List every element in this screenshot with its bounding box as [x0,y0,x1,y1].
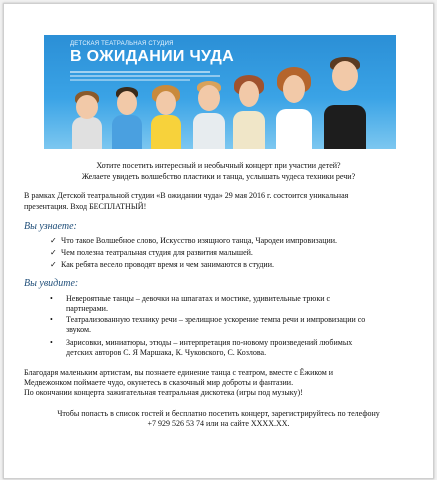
announce-line-1: В рамках Детской театральной студии «В ожидании чуда» 29 мая 2016 г. состоится уникальная [24,191,349,200]
bullet-icon: • [50,294,53,303]
learn-item: Что такое Волшебное слово, Искусство изящного танца, Чародеи импровизации. [61,236,338,245]
see-item-line: Зарисовки, миниатюры, этюды – интерпретация по-новому произведений любимых [66,338,353,347]
closing-line-1: Благодаря маленьким артистам, вы познаете единение танца с театром, вместе с Ёжиком и [24,368,334,377]
child-figure [148,83,184,149]
learn-item: Чем полезна театральная студия для развития малышей. [61,248,253,257]
closing-line-3: По окончании концерта зажигательная театральная дискотека (игры под музыку)! [24,388,303,397]
check-icon: ✓ [50,248,57,257]
see-item-line: детских авторов С. Я Маршака, К. Чуковского, С. Козлова. [66,348,267,357]
document-page [3,3,434,479]
child-figure [230,73,268,149]
learn-item: Как ребята весело проводят время и чем занимаются в студии. [61,260,274,269]
see-heading: Вы увидите: [24,278,79,289]
child-figure [320,53,370,149]
child-figure [70,89,104,149]
see-item-line: Театрализованную технику речи – зрелищное ускорение темпа речи и импровизации со [66,315,366,324]
see-item-line: Невероятные танцы – девочки на шпагатах и мостике, удивительные трюки с [66,294,331,303]
see-item-line: звуком. [66,325,92,334]
child-figure [272,65,316,149]
banner-image [44,35,396,149]
child-figure [190,79,228,149]
bullet-icon: • [50,338,53,347]
contact-line-2: +7 929 526 53 74 или на сайте ХХХХ.ХХ. [147,419,290,428]
bullet-icon: • [50,315,53,324]
intro-line-1: Хотите посетить интересный и необычный концерт при участии детей? [96,161,341,170]
child-figure [110,85,144,149]
learn-heading: Вы узнаете: [24,221,77,232]
see-item-line: партнерами. [66,304,108,313]
check-icon: ✓ [50,260,57,269]
banner-subtitle: ДЕТСКАЯ ТЕАТРАЛЬНАЯ СТУДИЯ [70,41,174,47]
intro-line-2: Желаете увидеть волшебство пластики и танца, услышать чудеса техники речи? [81,172,356,181]
announce-line-2: презентация. Вход БЕСПЛАТНЫЙ! [24,202,147,211]
banner-title: В ОЖИДАНИИ ЧУДА [70,48,234,65]
closing-line-2: Медвежонком поймаете чудо, окунетесь в сказочный мир доброты и фантазии. [24,378,294,387]
check-icon: ✓ [50,236,57,245]
contact-line-1: Чтобы попасть в список гостей и бесплатно посетить концерт, зарегистрируйтесь по телефону [57,409,380,418]
